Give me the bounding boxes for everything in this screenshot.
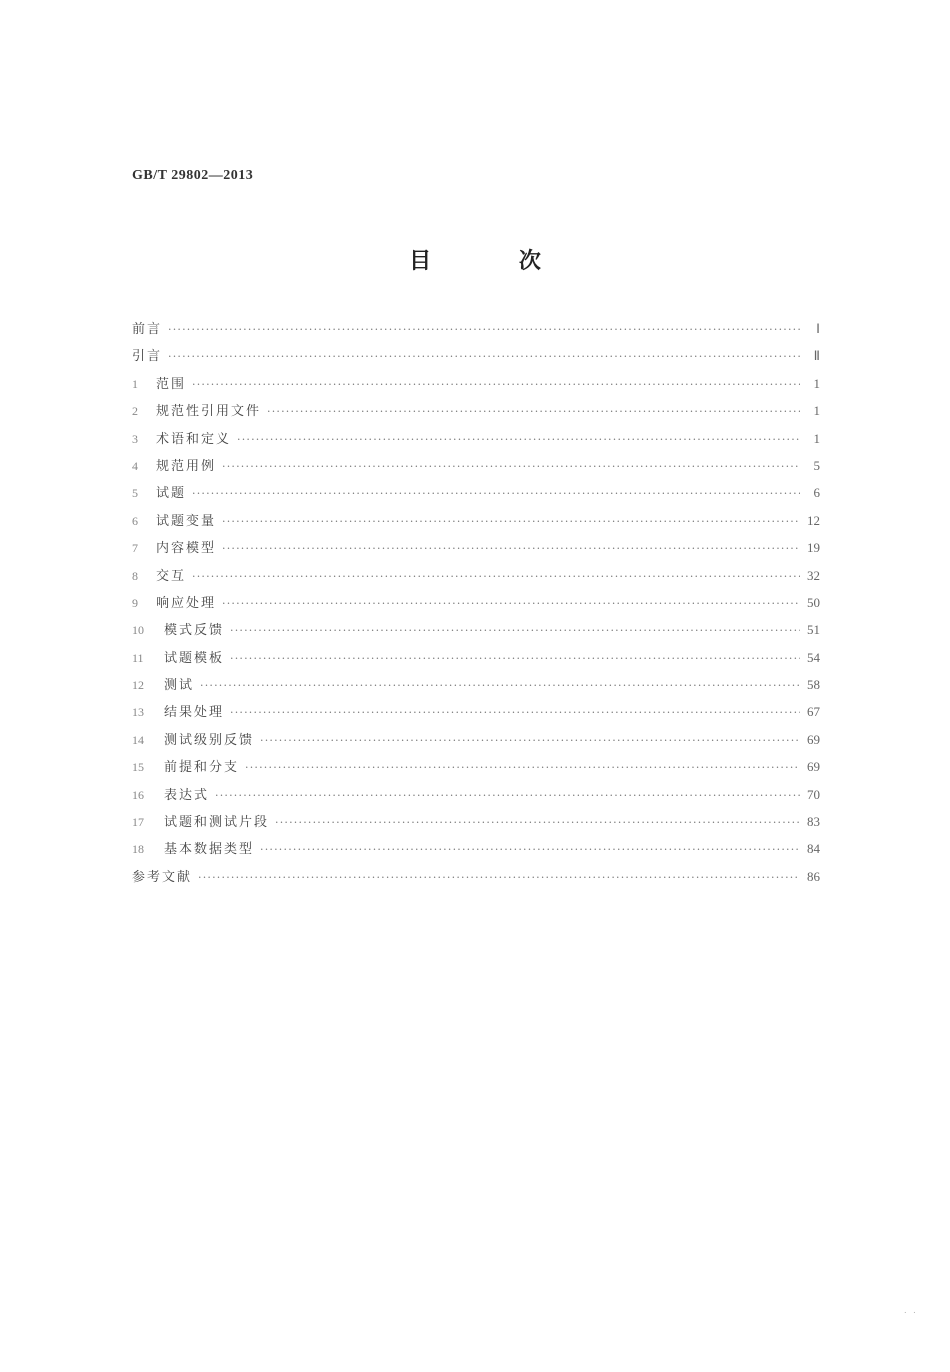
toc-entry-13[interactable] xyxy=(132,701,820,728)
toc-entry-label: 引言 xyxy=(132,349,163,365)
toc-entry-11[interactable] xyxy=(132,647,820,674)
toc-entry-page: 69 xyxy=(807,731,820,747)
toc-entry-label: 试题和测试片段 xyxy=(164,815,270,831)
toc-entry-6[interactable] xyxy=(132,510,820,537)
toc-leader-dots xyxy=(192,378,800,391)
toc-entry-label: 内容模型 xyxy=(156,541,217,557)
toc-leader-dots xyxy=(192,570,800,583)
toc-entry-page: 6 xyxy=(813,485,820,501)
toc-entry-page: 1 xyxy=(813,430,820,446)
toc-entry-label: 表达式 xyxy=(164,787,210,803)
toc-entry-number: 1 xyxy=(132,376,138,391)
toc-entry-number: 8 xyxy=(132,568,138,583)
toc-entry-number: 6 xyxy=(132,513,138,528)
toc-entry-label: 试题 xyxy=(156,486,187,502)
toc-entry-12[interactable] xyxy=(132,674,820,701)
toc-entry-page: 70 xyxy=(807,786,820,802)
toc-leader-dots xyxy=(168,323,800,336)
toc-entry-page: 50 xyxy=(807,594,820,610)
toc-entry-7[interactable] xyxy=(132,537,820,564)
toc-entry-label: 交互 xyxy=(156,568,187,584)
toc-entry-number: 3 xyxy=(132,431,138,446)
toc-leader-dots xyxy=(222,460,800,473)
toc-entry-page: 84 xyxy=(807,841,820,857)
toc-entry-15[interactable] xyxy=(132,756,820,783)
toc-entry-foreword[interactable] xyxy=(132,318,820,345)
page-title: 目 次 xyxy=(409,249,581,274)
toc-entry-2[interactable] xyxy=(132,400,820,427)
toc-entry-4[interactable] xyxy=(132,455,820,482)
toc-entry-page: 1 xyxy=(813,403,820,419)
toc-entry-number: 7 xyxy=(132,541,138,556)
toc-entry-number: 15 xyxy=(132,760,144,775)
toc-entry-page: 5 xyxy=(813,457,820,473)
toc-entry-number: 16 xyxy=(132,787,144,802)
toc-leader-dots xyxy=(222,515,800,528)
toc-entry-number: 17 xyxy=(132,815,144,830)
toc-entry-number: 11 xyxy=(132,650,144,665)
toc-entry-label: 前言 xyxy=(132,322,163,337)
toc-entry-14[interactable] xyxy=(132,729,820,756)
toc-entry-number: 14 xyxy=(132,732,144,747)
toc-leader-dots xyxy=(168,350,800,363)
toc-entry-page: 58 xyxy=(807,677,820,693)
toc-entry-page: Ⅱ xyxy=(813,348,820,364)
toc-leader-dots xyxy=(200,679,800,692)
toc-entry-16[interactable] xyxy=(132,784,820,811)
toc-entry-label: 规范用例 xyxy=(156,458,217,474)
toc-leader-dots xyxy=(230,624,800,637)
toc-entry-page: 19 xyxy=(807,540,820,556)
toc-entry-number: 10 xyxy=(132,623,144,638)
toc-entry-page: 67 xyxy=(807,704,820,720)
toc-entry-8[interactable] xyxy=(132,565,820,592)
toc-entry-10[interactable] xyxy=(132,619,820,646)
toc-leader-dots xyxy=(267,405,800,418)
toc-entry-5[interactable] xyxy=(132,482,820,509)
toc-entry-label: 响应处理 xyxy=(156,595,217,611)
toc-entry-page: Ⅰ xyxy=(816,321,820,336)
toc-entry-label: 术语和定义 xyxy=(156,431,232,447)
toc-leader-dots xyxy=(215,789,800,802)
toc-entry-number: 2 xyxy=(132,404,138,419)
toc-entry-page: 54 xyxy=(807,649,820,665)
toc-entry-page: 69 xyxy=(807,759,820,775)
toc-entry-label: 结果处理 xyxy=(164,705,225,721)
toc-entry-18[interactable] xyxy=(132,838,820,865)
toc-leader-dots xyxy=(230,706,800,719)
toc-entry-page: 83 xyxy=(807,814,820,830)
toc-entry-label: 测试 xyxy=(164,678,195,694)
toc-leader-dots xyxy=(192,487,800,500)
toc-leader-dots xyxy=(275,816,800,829)
toc-entry-number: 5 xyxy=(132,486,138,501)
toc-entry-label: 范围 xyxy=(156,376,187,392)
toc-entry-label: 参考文献 xyxy=(132,869,193,885)
toc-entry-number: 4 xyxy=(132,458,138,473)
toc-entry-3[interactable] xyxy=(132,428,820,455)
toc-entry-number: 13 xyxy=(132,705,144,720)
toc-entry-label: 规范性引用文件 xyxy=(156,404,262,420)
toc-entry-number: 18 xyxy=(132,842,144,857)
toc-entry-introduction[interactable] xyxy=(132,345,820,372)
toc-entry-9[interactable] xyxy=(132,592,820,619)
toc-leader-dots xyxy=(260,734,800,747)
toc-entry-bibliography[interactable] xyxy=(132,866,820,893)
toc-leader-dots xyxy=(222,542,800,555)
toc-leader-dots xyxy=(245,761,800,774)
toc-entry-page: 1 xyxy=(813,375,820,391)
toc-entry-label: 测试级别反馈 xyxy=(164,732,255,748)
toc-leader-dots xyxy=(260,843,800,856)
toc-entry-label: 前提和分支 xyxy=(164,760,240,776)
toc-entry-17[interactable] xyxy=(132,811,820,838)
toc-entry-page: 51 xyxy=(807,622,820,638)
toc-entry-page: 86 xyxy=(807,868,820,884)
toc-entry-page: 12 xyxy=(807,512,820,528)
scan-mark: . . xyxy=(904,1306,918,1315)
toc-entry-page: 32 xyxy=(807,567,820,583)
toc-entry-number: 12 xyxy=(132,678,144,693)
toc-entry-label: 试题变量 xyxy=(156,513,217,529)
document-code: GB/T 29802—2013 xyxy=(132,168,254,183)
toc-leader-dots xyxy=(237,433,800,446)
toc-entry-label: 模式反馈 xyxy=(164,623,225,639)
toc-leader-dots xyxy=(230,652,800,665)
toc-entry-label: 试题模板 xyxy=(164,650,225,666)
toc-entry-1[interactable] xyxy=(132,373,820,400)
toc-leader-dots xyxy=(222,597,800,610)
toc-leader-dots xyxy=(198,871,800,884)
toc-entry-number: 9 xyxy=(132,595,138,610)
toc-entry-label: 基本数据类型 xyxy=(164,842,255,858)
table-of-contents xyxy=(132,318,820,893)
